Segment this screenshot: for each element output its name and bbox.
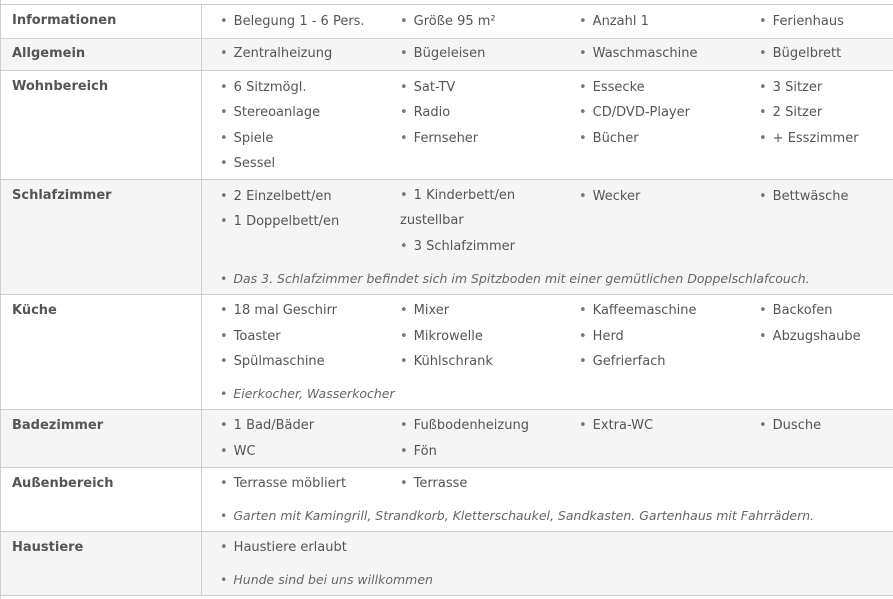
bullet-icon: •: [400, 444, 408, 459]
bullet-icon: •: [220, 46, 228, 61]
feature-item: [400, 105, 450, 120]
feature-item: [220, 476, 346, 491]
row-note: [220, 572, 433, 587]
feature-item: [759, 80, 822, 95]
feature-item: [400, 239, 515, 254]
note-text: Das 3. Schlafzimmer befindet sich im Spitzboden mit einer gemütlichen Doppelschlafcouch.: [233, 271, 810, 286]
feature-item: [759, 14, 844, 29]
feature-item: [400, 80, 455, 95]
feature-item: [400, 46, 485, 61]
feature-item: [579, 105, 690, 120]
feature-item: [400, 418, 529, 433]
row-badezimmer: [1, 410, 893, 468]
feature-text: Bügeleisen: [413, 46, 486, 61]
feature-item: [400, 303, 449, 318]
bullet-icon: •: [220, 80, 228, 95]
feature-text: Essecke: [592, 80, 645, 95]
feature-text: + Esszimmer: [772, 131, 859, 146]
feature-text: 1 Bad/Bäder: [233, 418, 315, 433]
column-divider: [201, 532, 202, 595]
feature-item: [400, 354, 493, 369]
row-label: Haustiere: [12, 540, 84, 555]
feature-item: [220, 105, 320, 120]
feature-text: Stereoanlage: [233, 105, 321, 120]
feature-text: 2 Sitzer: [772, 105, 823, 120]
feature-item: [220, 189, 332, 204]
row-label: Allgemein: [12, 46, 86, 61]
feature-text: WC: [233, 444, 256, 459]
feature-text: 2 Einzelbett/en: [233, 189, 332, 204]
feature-item: [220, 214, 339, 229]
feature-item: [220, 131, 273, 146]
feature-text: Herd: [592, 329, 624, 344]
feature-text: Fernseher: [413, 131, 479, 146]
bullet-icon: •: [400, 80, 408, 95]
feature-text: Bücher: [592, 131, 639, 146]
row-haustiere: [1, 532, 893, 596]
feature-item: [400, 329, 483, 344]
bullet-icon: •: [759, 46, 767, 61]
feature-item: [400, 131, 478, 146]
bullet-icon: •: [400, 418, 408, 433]
bullet-icon: •: [579, 80, 587, 95]
feature-item: [579, 46, 697, 61]
bullet-icon: •: [220, 354, 228, 369]
feature-item: [759, 131, 859, 146]
feature-item: [220, 418, 314, 433]
feature-text: Mikrowelle: [413, 329, 483, 344]
bullet-icon: •: [579, 303, 587, 318]
feature-item: [220, 540, 347, 555]
row-label: Küche: [12, 303, 57, 318]
bullet-icon: •: [220, 214, 228, 229]
bullet-icon: •: [220, 189, 228, 204]
row-allgemein: [1, 39, 893, 71]
feature-text: Gefrierfach: [592, 354, 666, 369]
column-divider: [201, 180, 202, 294]
bullet-icon: •: [400, 14, 408, 29]
row-label: Badezimmer: [12, 418, 104, 433]
feature-text: Sat-TV: [413, 80, 456, 95]
bullet-icon: •: [220, 271, 228, 286]
feature-text: 18 mal Geschirr: [233, 303, 338, 318]
feature-text: CD/DVD-Player: [592, 105, 690, 120]
column-divider: [201, 468, 202, 531]
bullet-icon: •: [759, 80, 767, 95]
column-divider: [201, 410, 202, 467]
bullet-icon: •: [400, 188, 408, 203]
feature-item: [579, 14, 649, 29]
feature-item: [579, 131, 639, 146]
feature-text: Fön: [413, 444, 437, 459]
bullet-icon: •: [579, 46, 587, 61]
feature-item: [579, 418, 653, 433]
bullet-icon: •: [579, 354, 587, 369]
feature-text: Bettwäsche: [772, 189, 849, 204]
feature-text: Kühlschrank: [413, 354, 493, 369]
column-divider: [201, 295, 202, 409]
feature-text: Kaffeemaschine: [592, 303, 697, 318]
bullet-icon: •: [220, 540, 228, 555]
feature-text: Spülmaschine: [233, 354, 325, 369]
feature-text: 1 Kinderbett/en zustellbar: [400, 188, 516, 228]
feature-item: [759, 418, 821, 433]
row-kueche: [1, 295, 893, 410]
feature-text: Zentralheizung: [233, 46, 333, 61]
row-label: Informationen: [12, 13, 117, 28]
bullet-icon: •: [220, 444, 228, 459]
feature-item: [400, 14, 496, 29]
bullet-icon: •: [400, 131, 408, 146]
feature-item: [759, 303, 833, 318]
feature-text: Haustiere erlaubt: [233, 540, 347, 555]
row-label: Außenbereich: [12, 476, 114, 491]
feature-item: [759, 189, 849, 204]
bullet-icon: •: [220, 105, 228, 120]
bullet-icon: •: [400, 46, 408, 61]
feature-text: 3 Schlafzimmer: [413, 239, 515, 254]
feature-text: Sessel: [233, 156, 276, 171]
feature-item: [220, 329, 281, 344]
feature-text: 1 Doppelbett/en: [233, 214, 340, 229]
feature-text: Radio: [413, 105, 451, 120]
bullet-icon: •: [579, 189, 587, 204]
feature-item: [759, 105, 822, 120]
feature-item: [759, 46, 841, 61]
feature-text: Terrasse: [413, 476, 468, 491]
feature-item: [220, 80, 306, 95]
row-note: [220, 386, 395, 401]
bullet-icon: •: [220, 303, 228, 318]
bullet-icon: •: [220, 131, 228, 146]
feature-item: [400, 444, 437, 459]
row-wohnbereich: [1, 71, 893, 180]
bullet-icon: •: [579, 105, 587, 120]
bullet-icon: •: [220, 329, 228, 344]
bullet-icon: •: [759, 105, 767, 120]
feature-item: [579, 354, 666, 369]
note-text: Hunde sind bei uns willkommen: [233, 572, 433, 587]
bullet-icon: •: [400, 354, 408, 369]
feature-text: Belegung 1 - 6 Pers.: [233, 14, 365, 29]
feature-text: Größe 95 m²: [413, 14, 496, 29]
feature-item: [579, 303, 697, 318]
feature-item: [220, 46, 332, 61]
feature-item: [400, 183, 530, 233]
bullet-icon: •: [579, 418, 587, 433]
bullet-icon: •: [220, 418, 228, 433]
feature-item: [220, 14, 365, 29]
row-note: [220, 508, 814, 523]
bullet-icon: •: [400, 303, 408, 318]
feature-text: Spiele: [233, 131, 274, 146]
bullet-icon: •: [220, 14, 228, 29]
feature-item: [220, 354, 325, 369]
bullet-icon: •: [220, 572, 228, 587]
feature-item: [400, 476, 467, 491]
bullet-icon: •: [579, 329, 587, 344]
bullet-icon: •: [759, 131, 767, 146]
bullet-icon: •: [220, 386, 228, 401]
bullet-icon: •: [579, 131, 587, 146]
bullet-icon: •: [220, 508, 228, 523]
bullet-icon: •: [759, 329, 767, 344]
feature-text: Backofen: [772, 303, 833, 318]
feature-text: 6 Sitzmögl.: [233, 80, 307, 95]
row-aussenbereich: [1, 468, 893, 532]
feature-text: Toaster: [233, 329, 281, 344]
bullet-icon: •: [400, 105, 408, 120]
bullet-icon: •: [400, 239, 408, 254]
bullet-icon: •: [759, 14, 767, 29]
row-label: Wohnbereich: [12, 79, 109, 94]
row-informationen: [1, 5, 893, 39]
row-schlafzimmer: [1, 180, 893, 295]
row-note: [220, 271, 810, 286]
feature-text: Mixer: [413, 303, 450, 318]
feature-text: Anzahl 1: [592, 14, 649, 29]
feature-item: [759, 329, 861, 344]
feature-text: Waschmaschine: [592, 46, 698, 61]
column-divider: [201, 39, 202, 70]
bullet-icon: •: [400, 329, 408, 344]
feature-text: Fußbodenheizung: [413, 418, 529, 433]
feature-item: [579, 329, 624, 344]
bullet-icon: •: [579, 14, 587, 29]
bullet-icon: •: [220, 156, 228, 171]
bullet-icon: •: [400, 476, 408, 491]
feature-text: Wecker: [592, 189, 641, 204]
bullet-icon: •: [220, 476, 228, 491]
feature-item: [220, 303, 337, 318]
feature-text: Abzugshaube: [772, 329, 861, 344]
feature-text: Terrasse möbliert: [233, 476, 347, 491]
column-divider: [201, 5, 202, 38]
row-label: Schlafzimmer: [12, 188, 112, 203]
feature-text: Dusche: [772, 418, 822, 433]
feature-item: [579, 80, 645, 95]
note-text: Garten mit Kamingrill, Strandkorb, Kletterschaukel, Sandkasten. Gartenhaus mit Fahrrädern.: [233, 508, 815, 523]
feature-item: [220, 444, 256, 459]
bullet-icon: •: [759, 189, 767, 204]
feature-text: 3 Sitzer: [772, 80, 823, 95]
feature-item: [220, 156, 275, 171]
note-text: Eierkocher, Wasserkocher: [233, 386, 395, 401]
bullet-icon: •: [759, 418, 767, 433]
feature-text: Ferienhaus: [772, 14, 844, 29]
feature-item: [579, 189, 640, 204]
column-divider: [201, 71, 202, 179]
feature-text: Bügelbrett: [772, 46, 842, 61]
bullet-icon: •: [759, 303, 767, 318]
feature-text: Extra-WC: [592, 418, 654, 433]
